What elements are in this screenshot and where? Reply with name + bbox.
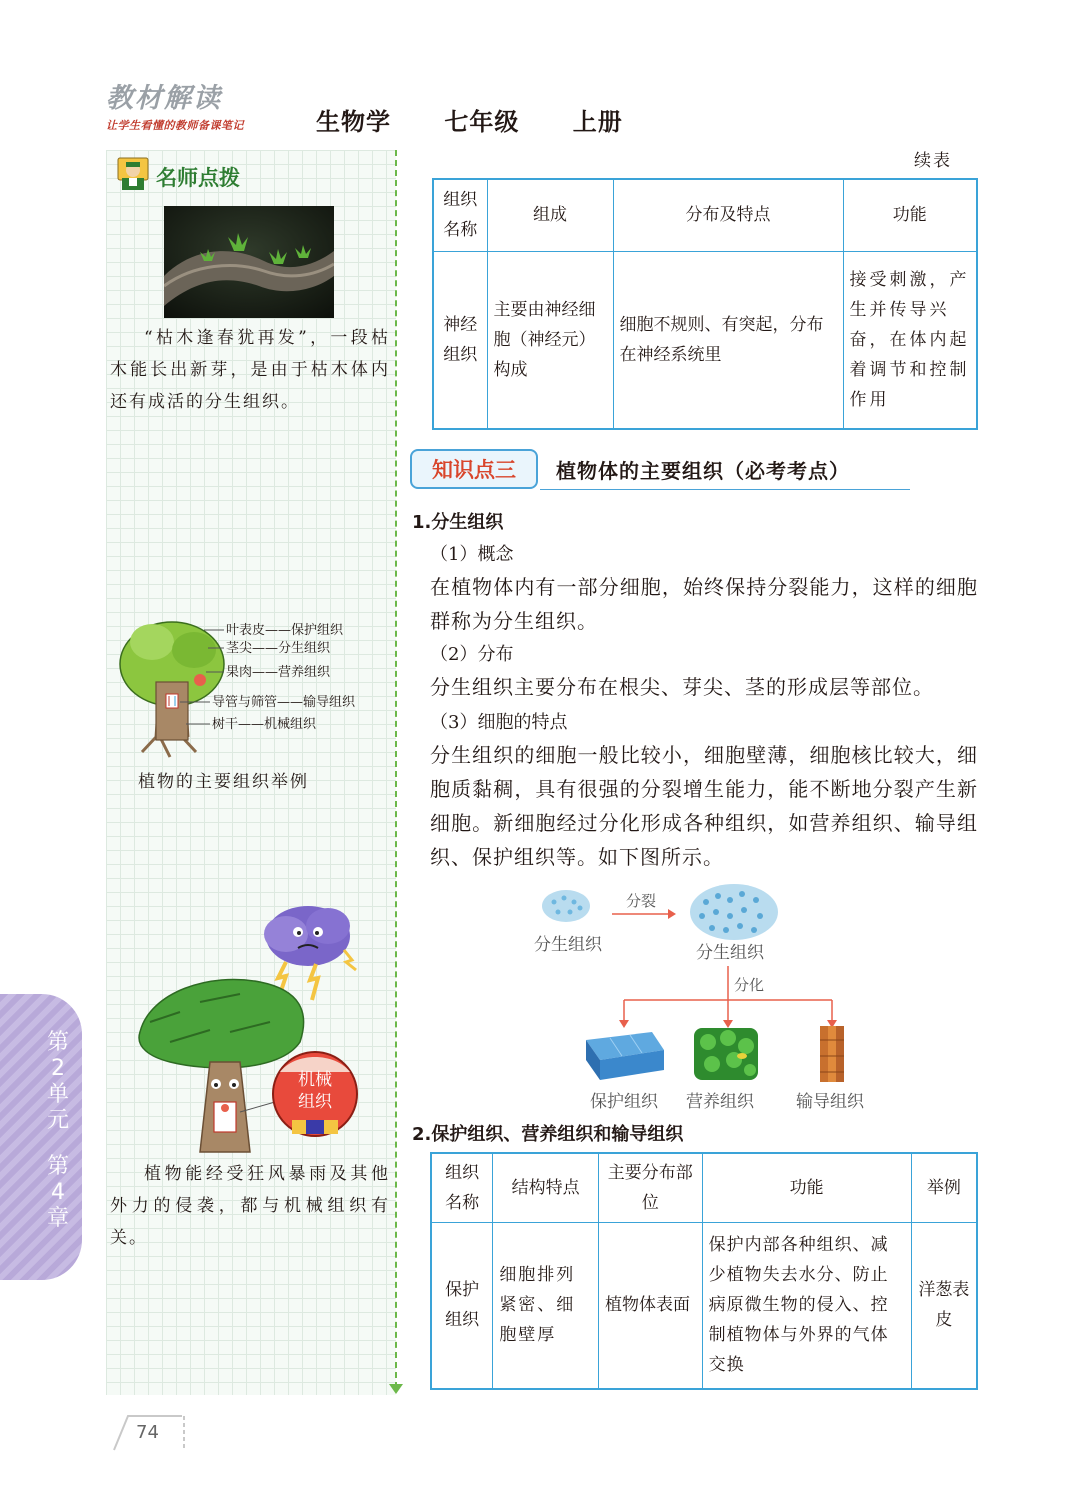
dead-wood-sprout-photo (164, 206, 334, 318)
section2-heading: 2.保护组织、营养组织和输导组织 (412, 1124, 684, 1145)
header-cell: 主要分布部位 (599, 1153, 703, 1223)
header-cell: 组织名称 (431, 1153, 493, 1223)
brand-title: 教材解读 (106, 83, 222, 114)
tree-label-stem-tip: 茎尖——分生组织 (226, 641, 331, 656)
nutrient-tissue-icon (694, 1028, 758, 1080)
book-grade: 七年级 (444, 107, 520, 136)
diagram-out2-label: 营养组织 (686, 1092, 754, 1112)
brand-block (106, 76, 244, 133)
table-cell: 神经组织 (433, 251, 487, 429)
tree-label-vessels: 导管与筛管——输导组织 (212, 695, 356, 710)
book-title (316, 102, 653, 137)
header-cell: 结构特点 (493, 1153, 599, 1223)
section1-sub2: （2）分布 (430, 644, 514, 665)
table-cell: 细胞排列紧密、细胞壁厚 (493, 1223, 599, 1389)
section1-para2: 分生组织主要分布在根尖、芽尖、茎的形成层等部位。 (430, 675, 934, 699)
protective-tissue-icon (586, 1032, 664, 1080)
chapter-label: 第4章 (46, 1154, 69, 1231)
section1-sub1: （1）概念 (430, 544, 514, 565)
header-cell: 组织名称 (433, 179, 487, 251)
conducting-tissue-icon (820, 1026, 844, 1082)
diagram-divide-label: 分裂 (626, 892, 657, 910)
page-number-block (110, 1412, 190, 1452)
unit-tab-text (41, 1030, 75, 1232)
table-cell: 主要由神经细胞（神经元）构成 (487, 251, 613, 429)
header-cell: 功能 (702, 1153, 911, 1223)
diagram-out1-label: 保护组织 (590, 1092, 658, 1112)
diagram-out3-label: 输导组织 (796, 1092, 864, 1112)
tip-title: 名师点拨 (156, 166, 240, 190)
tree-caption: 植物的主要组织举例 (138, 772, 309, 792)
brand-subtitle: 让学生看懂的教师备课笔记 (106, 119, 244, 132)
mech-label-1: 机械 (298, 1070, 332, 1090)
table-cell: 保护内部各种组织、减少植物失去水分、防止病原微生物的侵入、控制植物体与外界的气体交换 (702, 1223, 911, 1389)
section1-sub3: （3）细胞的特点 (430, 712, 568, 733)
divider-arrow-icon (389, 1384, 403, 1394)
mech-paragraph: 植物能经受狂风暴雨及其他外力的侵袭，都与机械组织有关。 (110, 1164, 390, 1248)
table-row (433, 251, 977, 429)
mech-label-2: 组织 (298, 1092, 332, 1112)
knowledge-point-badge: 知识点三 (410, 449, 538, 489)
book-volume: 上册 (572, 107, 623, 136)
diagram-differentiate-label: 分化 (734, 976, 765, 994)
differentiation-diagram (520, 880, 900, 1120)
table-row (431, 1223, 977, 1389)
tip-paragraph: “枯木逢春犹再发”，一段枯木能长出新芽，是由于枯木体内还有成活的分生组织。 (110, 328, 390, 412)
tree-label-trunk: 树干——机械组织 (212, 717, 317, 732)
header-cell: 举例 (911, 1153, 977, 1223)
table-cell: 保护组织 (431, 1223, 493, 1389)
page-number: 74 (136, 1422, 159, 1443)
unit-label: 第2单元 (46, 1030, 69, 1133)
knowledge-point-underline (540, 489, 910, 490)
tip-heading (114, 156, 240, 192)
knowledge-point-title: 植物体的主要组织（必考考点） (556, 458, 850, 483)
table-cell: 细胞不规则、有突起，分布在神经系统里 (613, 251, 843, 429)
tree-label-fruit: 果肉——营养组织 (226, 665, 331, 680)
table-cell: 洋葱表皮 (911, 1223, 977, 1389)
table-header-row (431, 1153, 977, 1223)
table-cell: 接受刺激，产生并传导兴奋，在体内起着调节和控制作用 (843, 251, 977, 429)
book-subject: 生物学 (316, 107, 391, 136)
diagram-right-label: 分生组织 (696, 943, 764, 963)
header-cell: 分布及特点 (613, 179, 843, 251)
knowledge-point-header (410, 449, 850, 489)
header-cell: 组成 (487, 179, 613, 251)
tree-label-leaf: 叶表皮——保护组织 (226, 623, 344, 638)
diagram-left-label: 分生组织 (534, 935, 602, 955)
section1-para1: 在植物体内有一部分细胞，始终保持分裂能力，这样的细胞群称为分生组织。 (430, 575, 978, 633)
plant-tissue-table (430, 1152, 978, 1390)
section1-heading: 1.分生组织 (412, 512, 504, 533)
tree-tissue-illustration (112, 612, 394, 762)
nerve-tissue-table (432, 178, 978, 430)
teacher-icon (114, 156, 152, 192)
sidebar-divider (395, 150, 397, 1388)
table-header-row (433, 179, 977, 251)
table-cell: 植物体表面 (599, 1223, 703, 1389)
wind-tree-illustration (130, 972, 390, 1158)
section1-para3: 分生组织的细胞一般比较小，细胞壁薄，细胞核比较大，细胞质黏稠，具有很强的分裂增生能力，能不断地分裂产生新细胞。新细胞经过分化形成各种组织，如营养组织、输导组织、保护组织等。如下图所示。 (430, 743, 978, 869)
continued-label: 续表 (914, 151, 952, 171)
header-cell: 功能 (843, 179, 977, 251)
